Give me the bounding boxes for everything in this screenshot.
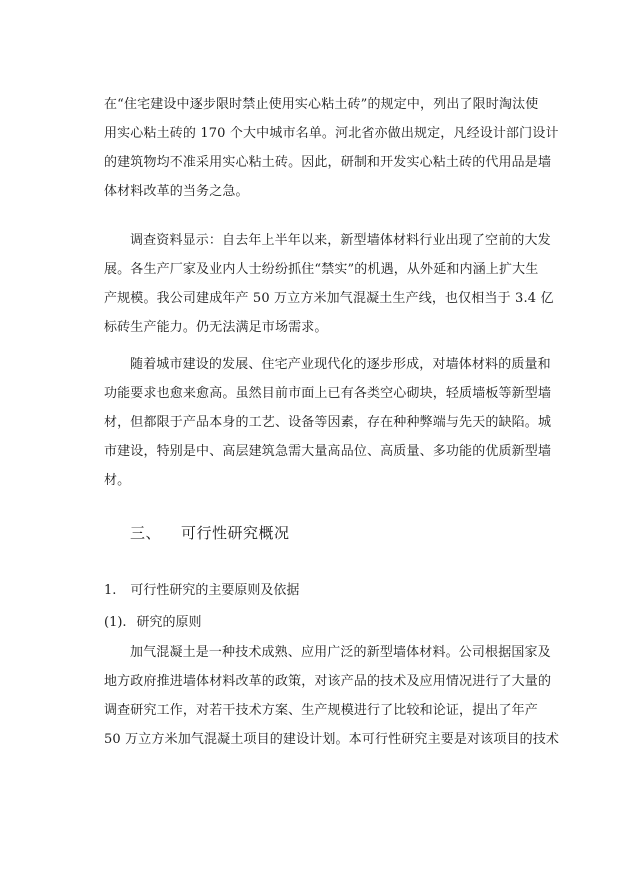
text-line: 市建设，特别是中、高层建筑急需大量高品位、高质量、多功能的优质新型墙 xyxy=(104,444,552,459)
text-line: 加气混凝土是一种技术成熟、应用广泛的新型墙体材料。公司根据国家及 xyxy=(130,645,551,660)
text-line: 调查研究工作，对若干技术方案、生产规模进行了比较和论证，提出了年产 xyxy=(104,703,538,718)
text-line: 展。各生产厂家及业内人士纷纷抓住“禁实”的机遇，从外延和内涵上扩大生 xyxy=(104,262,539,277)
text-line: 材。 xyxy=(104,473,131,488)
text-line: 用实心粘土砖的 170 个大中城市名单。河北省亦做出规定，凡经设计部门设计 xyxy=(104,126,559,141)
paragraph-urban-development xyxy=(104,350,552,495)
subheading-principles-basis xyxy=(104,579,299,598)
paragraph-aerated-concrete xyxy=(104,638,560,754)
subheading-title: 可行性研究的主要原则及依据 xyxy=(130,583,300,598)
subheading-number: (1). xyxy=(104,615,127,630)
subheading-title: 研究的原则 xyxy=(136,615,202,630)
paragraph-clay-brick-ban xyxy=(104,90,559,206)
text-line: 地方政府推进墙体材料改革的政策，对该产品的技术及应用情况进行了大量的 xyxy=(104,674,552,689)
text-line: 的建筑物均不准采用实心粘土砖。因此，研制和开发实心粘土砖的代用品是墙 xyxy=(104,155,552,170)
text-line: 随着城市建设的发展、住宅产业现代化的逐步形成，对墙体材料的质量和 xyxy=(130,357,551,372)
text-line: 体材料改革的当务之急。 xyxy=(104,184,249,199)
text-line: 材，但都限于产品本身的工艺、设备等因素，存在种种弊端与先天的缺陷。城 xyxy=(104,415,552,430)
text-line: 功能要求也愈来愈高。虽然目前市面上已有各类空心砌块，轻质墙板等新型墙 xyxy=(104,386,552,401)
text-line: 在“住宅建设中逐步限时禁止使用实心粘土砖”的规定中，列出了限时淘汰使 xyxy=(104,97,539,112)
text-line: 调查资料显示：自去年上半年以来，新型墙体材料行业出现了空前的大发 xyxy=(130,233,551,248)
section-heading xyxy=(130,522,290,543)
subheading-research-principles xyxy=(104,611,202,630)
text-line: 50 万立方米加气混凝土项目的建设计划。本可行性研究主要是对该项目的技术 xyxy=(104,732,560,747)
text-line: 标砖生产能力。仍无法满足市场需求。 xyxy=(104,320,328,335)
subheading-number: 1. xyxy=(104,583,117,598)
section-number: 三、 xyxy=(130,524,162,542)
text-line: 产规模。我公司建成年产 50 万立方米加气混凝土生产线，也仅相当于 3.4 亿 xyxy=(104,291,554,306)
section-title: 可行性研究概况 xyxy=(181,524,290,542)
paragraph-market-survey xyxy=(104,226,554,342)
